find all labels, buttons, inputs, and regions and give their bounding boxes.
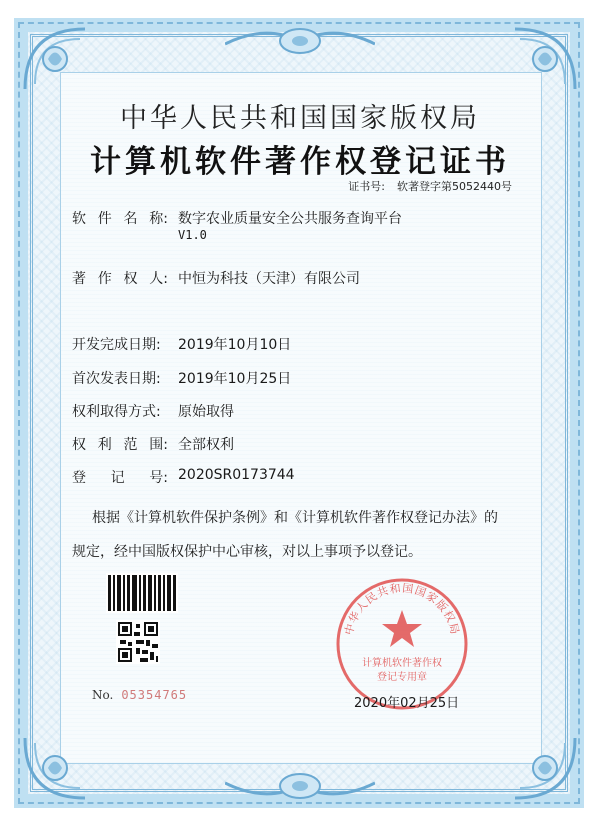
seal-line2: 登记专用章 [377,672,427,683]
medallion-ornament-icon [225,769,375,803]
software-name-value: 数字农业质量安全公共服务查询平台 [178,211,402,227]
corner-ornament-icon [510,733,580,803]
software-version-value: V1.0 [178,228,207,242]
rights-scope-label: 权 利 范 围: [72,437,168,453]
issue-date: 2020年02月25日 [354,696,460,711]
reg-no-value: 2020SR0173744 [178,467,295,483]
certificate-number-value: 软著登字第5052440号 [397,180,512,193]
dev-date-value: 2019年10月10日 [178,337,292,353]
serial-number [92,688,187,702]
certificate-number-label: 证书号: [348,180,385,193]
certificate-title: 计算机软件著作权登记证书 [90,144,510,180]
barcode-icon [106,573,178,613]
serial-number-label: No. [92,688,114,702]
medallion-ornament-icon [225,24,375,58]
corner-ornament-icon [510,24,580,94]
serial-number-value: 05354765 [121,688,188,702]
legal-text-line1: 根据《计算机软件保护条例》和《计算机软件著作权登记办法》的 [92,510,498,526]
issuer-heading: 中华人民共和国国家版权局 [120,103,480,134]
rights-method-value: 原始取得 [178,404,234,420]
owner-label: 著 作 权 人: [72,271,168,287]
certificate-number [348,178,512,194]
qr-code-icon [116,620,160,664]
seal-line1: 计算机软件著作权 [362,658,442,669]
reg-no-label: 登 记 号: [72,470,168,486]
pub-date-label: 首次发表日期: [72,371,161,387]
dev-date-label: 开发完成日期: [72,337,161,353]
pub-date-value: 2019年10月25日 [178,371,292,387]
legal-text-line2: 规定，经中国版权保护中心审核，对以上事项予以登记。 [72,544,422,560]
seal-arc-text: 中华人民共和国国家版权局 [342,581,462,637]
corner-ornament-icon [20,733,90,803]
rights-scope-value: 全部权利 [178,437,234,453]
corner-ornament-icon [20,24,90,94]
rights-method-label: 权利取得方式: [72,404,161,420]
software-name-label: 软 件 名 称: [72,211,168,227]
owner-value: 中恒为科技（天津）有限公司 [178,271,360,287]
